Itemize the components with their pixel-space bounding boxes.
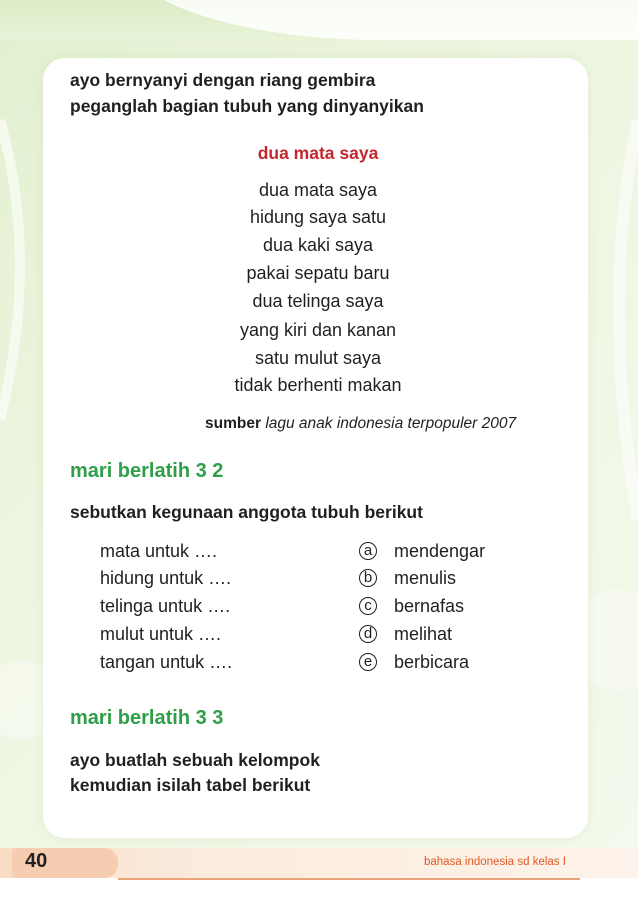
- song-line: yang kiri dan kanan: [239, 320, 397, 340]
- option-letter-badge: a: [359, 542, 377, 560]
- match-left-item: hidung untuk ….: [100, 568, 232, 588]
- exercise-2-instruction-1: ayo buatlah sebuah kelompok: [70, 750, 320, 770]
- book-title: bahasa indonesia sd kelas I: [424, 856, 566, 868]
- song-line: dua telinga saya: [252, 291, 384, 311]
- page-number: 40: [25, 850, 48, 872]
- option-letter-badge: b: [359, 569, 377, 587]
- match-left-item: tangan untuk ….: [100, 652, 233, 672]
- song-line: dua mata saya: [258, 180, 378, 200]
- song-line: satu mulut saya: [254, 348, 382, 368]
- song-line: hidung saya satu: [249, 207, 387, 227]
- song-line: dua kaki saya: [262, 235, 374, 255]
- option-letter-badge: c: [359, 597, 377, 615]
- match-right-item: mendengar: [394, 541, 486, 561]
- match-left-item: telinga untuk ….: [100, 596, 231, 616]
- exercise-1-instruction: sebutkan kegunaan anggota tubuh berikut: [70, 502, 423, 522]
- option-letter-badge: d: [359, 625, 377, 643]
- song-line: tidak berhenti makan: [234, 375, 402, 395]
- exercise-2-title: mari berlatih 3 3: [70, 707, 224, 729]
- intro-line-2: peganglah bagian tubuh yang dinyanyikan: [70, 96, 424, 116]
- song-source: [205, 415, 516, 433]
- match-right-item: melihat: [394, 624, 453, 644]
- song-title: dua mata saya: [257, 143, 379, 163]
- source-label: sumber: [205, 415, 261, 432]
- song-line: pakai sepatu baru: [246, 263, 390, 283]
- exercise-2-instruction-2: kemudian isilah tabel berikut: [70, 775, 311, 795]
- source-text: lagu anak indonesia terpopuler 2007: [265, 415, 517, 432]
- match-right-item: bernafas: [394, 596, 465, 616]
- footer-divider: [118, 878, 580, 880]
- match-left-item: mulut untuk ….: [100, 624, 222, 644]
- match-left-item: mata untuk ….: [100, 541, 218, 561]
- option-letter-badge: e: [359, 653, 377, 671]
- match-right-item: menulis: [394, 568, 457, 588]
- match-right-item: berbicara: [394, 652, 470, 672]
- intro-line-1: ayo bernyanyi dengan riang gembira: [70, 70, 376, 90]
- exercise-1-title: mari berlatih 3 2: [70, 460, 224, 482]
